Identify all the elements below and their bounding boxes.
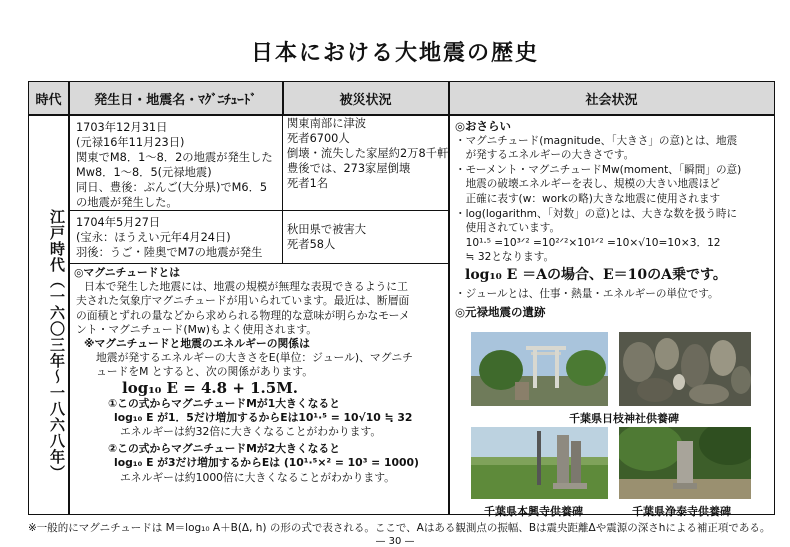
relation-heading: ※マグニチュードと地震のエネルギーの関係は <box>84 337 310 351</box>
magnitude-line: の面積とずれの量などから求められる物理的な意味が明らかなモーメ <box>76 308 410 322</box>
page-title: 日本における大地震の歴史 <box>250 40 539 66</box>
row-divider <box>69 210 448 211</box>
event-line: Mw8．1〜8．5(元禄地震) <box>76 166 212 179</box>
event-line: の地震が発生した。 <box>76 196 178 209</box>
event-line: 羽後：うご・陸奥でM7の地震が発生 <box>76 246 263 259</box>
case2-result: エネルギーは約1000倍に大きくなることがわかります。 <box>120 470 395 484</box>
review-line: ・マグニチュード(magnitude、「大きさ」の意)とは、地震 <box>455 134 738 147</box>
relics-heading: ◎元禄地震の遺跡 <box>455 304 546 319</box>
event-line: 1703年12月31日 <box>76 121 168 134</box>
genroku-event <box>76 120 273 210</box>
case1-result: エネルギーは約32倍に大きくなることがわかります。 <box>120 425 382 439</box>
review-heading: ◎おさらい <box>455 119 512 133</box>
magnitude-heading: ◎マグニチュードとは <box>74 266 181 279</box>
header-event: 発生日・地震名・ﾏｸﾞﾆﾁｭｰﾄﾞ <box>69 82 282 114</box>
jotaiji-photo <box>619 427 751 499</box>
case1-formula: log₁₀ E が1．5だけ増加するからEは10¹·⁵ = 10√10 ≒ 32 <box>114 410 413 424</box>
event-line: (元禄16年11月23日) <box>76 136 185 149</box>
column-divider <box>282 115 283 263</box>
relation-line: ュードをM とすると、次の関係があります。 <box>96 365 314 379</box>
column-divider <box>68 82 70 514</box>
energy-formula: log₁₀ E = 4.8 + 1.5M. <box>122 378 299 397</box>
column-divider <box>282 82 284 114</box>
damage-line: 倒壊・流失した家屋約2万8千軒 <box>287 147 449 160</box>
header-damage: 被災状況 <box>283 82 448 114</box>
damage-line: 死者58人 <box>287 238 336 251</box>
review-line: が発するエネルギーの大きさです。 <box>455 149 635 162</box>
damage-line: 豊後では、273家屋倒壊 <box>287 162 411 175</box>
honkoji-photo <box>471 427 608 499</box>
hie-shrine-photo <box>471 332 608 406</box>
row-divider <box>69 263 448 264</box>
photo-caption: 千葉県浄泰寺供養碑 <box>632 505 731 518</box>
case2-formula: log₁₀ E が3だけ増加するからEは (10¹·⁵×² = 10³ = 1000) <box>114 456 419 470</box>
society-notes <box>455 119 771 321</box>
damage-line: 関東南部に津波 <box>287 117 367 130</box>
magnitude-line: ント・マグニチュード(Mw)もよく使用されます。 <box>76 322 318 336</box>
review-line: 10¹·⁵ =10³ᐟ² =10²ᐟ²×10¹ᐟ² =10×√10=10×3．12 <box>455 236 721 249</box>
log-example: log₁₀ E ＝Aの場合、E＝10のA乗です。 <box>465 266 727 283</box>
page-number: — 30 — <box>375 536 415 547</box>
case2-heading: ②この式からマグニチュードMが2大きくなると <box>108 442 340 456</box>
magnitude-explanation <box>74 266 446 485</box>
footnote: ※一般的にマグニチュードは M＝log₁₀ A＋B(Δ, h) の形の式で表される。ここで、Aはある観測点の振幅、Bは震央距離Δや震源の深さhによる補正項である。 <box>28 522 771 534</box>
hie-shrine-stones-photo <box>619 332 751 406</box>
joule-line: ・ジュールとは、仕事・熱量・エネルギーの単位です。 <box>455 287 719 300</box>
header-society: 社会状況 <box>449 82 774 114</box>
case1-heading: ①この式からマグニチュードMが1大きくなると <box>108 396 340 410</box>
history-table <box>28 81 775 518</box>
header-era: 時代 <box>29 82 68 114</box>
damage-line: 秋田県で被害大 <box>287 223 367 236</box>
review-line: ・モーメント・マグニチュードMw(moment、「瞬間」の意) <box>455 163 742 176</box>
damage-line: 死者6700人 <box>287 132 350 145</box>
review-line: ・log(logarithm、「対数」の意)とは、大きな数を扱う時に <box>455 207 738 220</box>
hoei-damage <box>287 222 366 252</box>
review-line: 正確に表す(w：workの略)大きな地震に使用されます <box>455 192 721 205</box>
magnitude-line: 夫された気象庁マグニチュードが用いられています。最近は、断層面 <box>76 294 410 308</box>
damage-line: 死者1名 <box>287 177 329 190</box>
era-label: 江戸時代（一六〇三年〜一八六八年） <box>48 209 66 481</box>
genroku-damage <box>287 116 448 191</box>
photo-caption: 千葉県日枝神社供養碑 <box>569 412 679 425</box>
event-line: 関東でM8．1〜8．2の地震が発生した <box>76 151 273 164</box>
photo-caption: 千葉県本興寺供養碑 <box>484 505 583 518</box>
review-line: 地震の破壊エネルギーを表し、規模の大きい地震ほど <box>455 178 720 191</box>
event-line: 1704年5月27日 <box>76 216 161 229</box>
event-line: (宝永：ほうえい元年4月24日) <box>76 231 231 244</box>
event-line: 同日、豊後：ぶんご(大分県)でM6．5 <box>76 181 268 194</box>
magnitude-line: 日本で発生した地震には、地震の規模が無理な表現できるように工 <box>84 280 408 294</box>
review-line: ≒ 32となります。 <box>455 251 555 264</box>
relation-line: 地震が発するエネルギーの大きさをE(単位：ジュール)、マグニチ <box>96 351 413 365</box>
review-line: 使用されています。 <box>455 222 561 235</box>
hoei-event <box>76 215 262 260</box>
